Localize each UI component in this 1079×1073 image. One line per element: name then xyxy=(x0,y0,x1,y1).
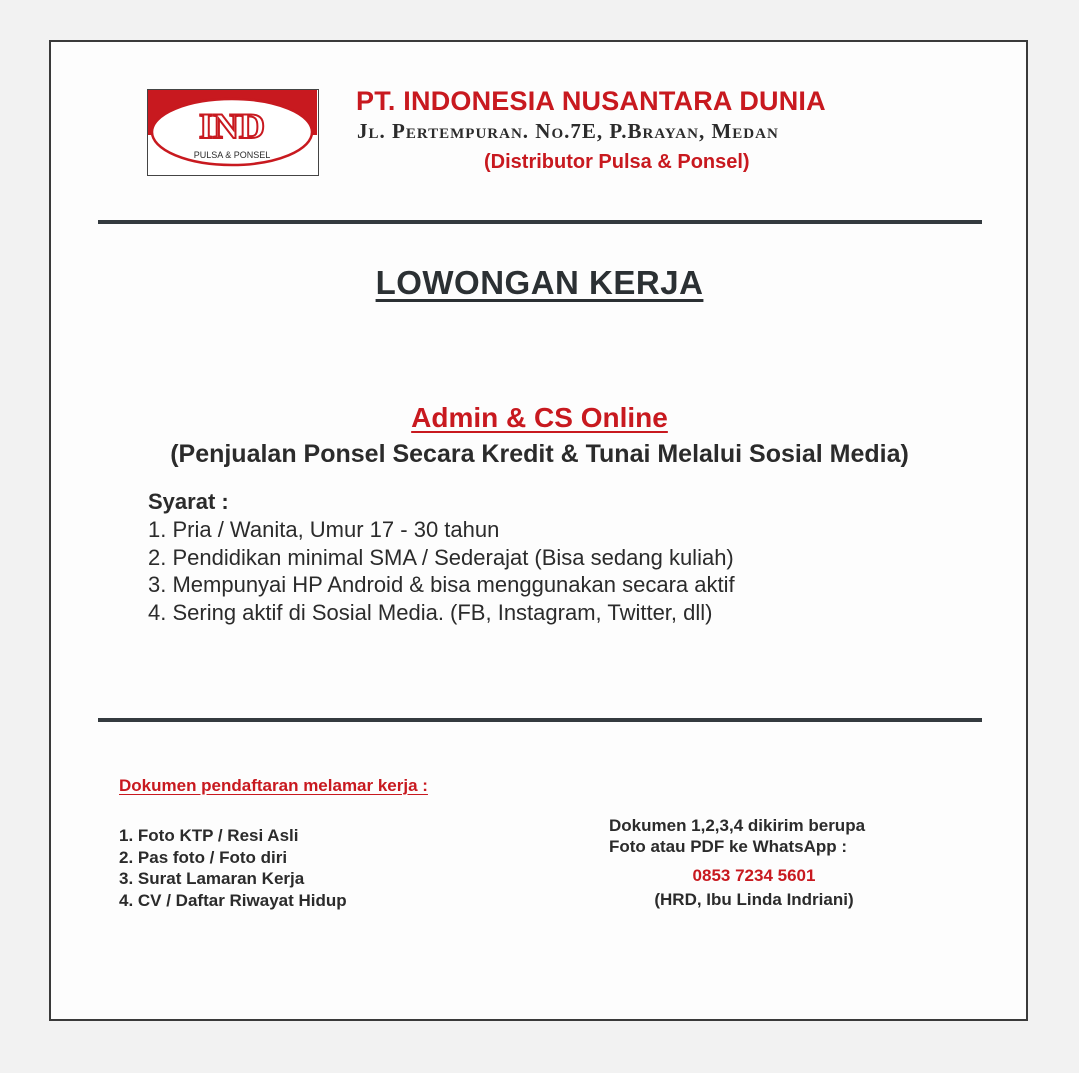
send-instructions-line1: Dokumen 1,2,3,4 dikirim berupa xyxy=(609,816,866,835)
requirements-list xyxy=(148,516,735,626)
requirement-item: 3. Mempunyai HP Android & bisa menggunakan secara aktif xyxy=(148,572,735,597)
requirement-item: 4. Sering aktif di Sosial Media. (FB, Instagram, Twitter, dll) xyxy=(148,599,713,625)
contact-person: (HRD, Ibu Linda Indriani) xyxy=(654,890,854,909)
logo-subtitle: PULSA & PONSEL xyxy=(193,150,271,160)
documents-heading: Dokumen pendaftaran melamar kerja : xyxy=(119,776,428,795)
send-instructions xyxy=(609,815,865,857)
requirement-item: 2. Pendidikan minimal SMA / Sederajat (Bisa sedang kuliah) xyxy=(148,544,734,570)
company-name: PT. INDONESIA NUSANTARA DUNIA xyxy=(356,86,826,116)
document-item: 1. Foto KTP / Resi Asli xyxy=(119,826,299,845)
position-title xyxy=(0,402,1079,434)
documents-list xyxy=(119,825,347,911)
document-item: 2. Pas foto / Foto diri xyxy=(119,847,288,867)
requirements-heading: Syarat : xyxy=(148,489,229,514)
page-title xyxy=(0,264,1079,302)
requirement-item: 1. Pria / Wanita, Umur 17 - 30 tahun xyxy=(148,517,500,542)
company-logo xyxy=(147,89,319,176)
send-instructions-line2: Foto atau PDF ke WhatsApp : xyxy=(609,837,847,856)
contact-phone[interactable]: 0853 7234 5601 xyxy=(692,866,816,885)
bottom-divider xyxy=(98,718,982,722)
document-item: 4. CV / Daftar Riwayat Hidup xyxy=(119,890,347,910)
requirements-section xyxy=(148,488,735,626)
logo-text: IND xyxy=(198,106,266,146)
company-tagline: (Distributor Pulsa & Ponsel) xyxy=(484,151,750,173)
page-title-text: LOWONGAN KERJA xyxy=(375,264,704,301)
position-description: (Penjualan Ponsel Secara Kredit & Tunai Melalui Sosial Media) xyxy=(170,440,909,468)
position-title-text: Admin & CS Online xyxy=(411,402,668,433)
company-address: Jl. Pertempuran. No.7E, P.Brayan, Medan xyxy=(357,119,779,143)
logo-graphic xyxy=(148,90,317,174)
top-divider xyxy=(98,220,982,224)
document-item: 3. Surat Lamaran Kerja xyxy=(119,869,305,888)
